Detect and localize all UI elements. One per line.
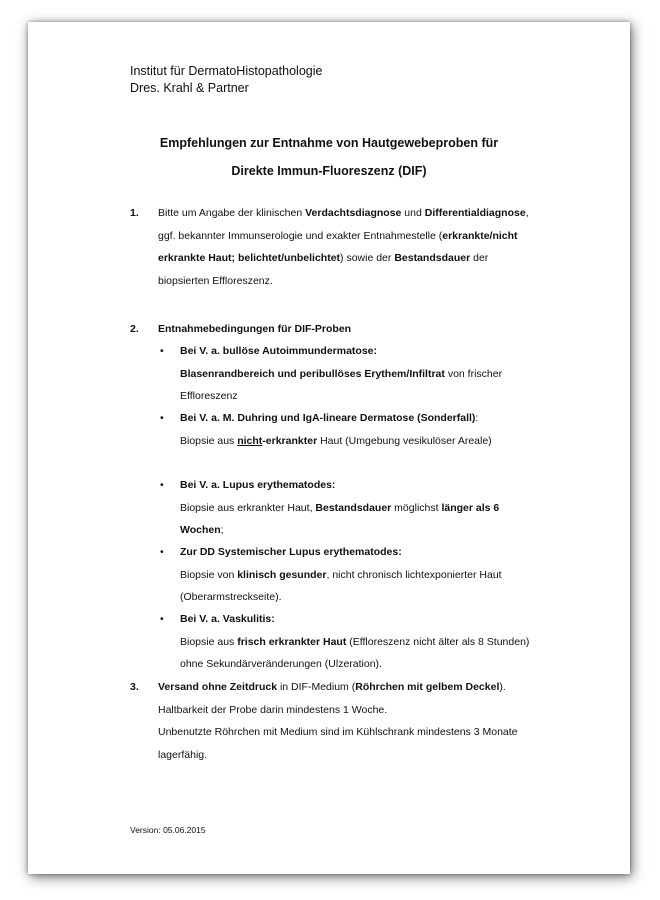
bullet-item-3 — [180, 474, 580, 542]
text: in DIF-Medium ( — [277, 681, 356, 693]
section-1-line-2 — [158, 225, 568, 248]
section-1-line-4: biopsierten Effloreszenz. — [158, 274, 273, 287]
document-title-line-1: Empfehlungen zur Entnahme von Hautgewebeproben für — [159, 136, 499, 150]
bullet-1-line-2 — [180, 363, 580, 386]
bullet-2-line-1 — [180, 407, 580, 430]
text: Biopsie aus erkrankter Haut, — [180, 501, 316, 514]
institute-header — [130, 63, 322, 97]
bold-text: Bei V. a. bullöse Autoimmundermatose: — [180, 345, 378, 357]
section-3-line-4: lagerfähig. — [158, 748, 208, 761]
bullet-3-line-3 — [180, 519, 580, 542]
underlined-bold-text: nicht — [237, 434, 263, 447]
bold-text: klinisch gesunder — [237, 568, 327, 581]
text: Haut (Umgebung vesikulöser Areale) — [317, 434, 492, 447]
bold-text: Bestandsdauer — [394, 252, 471, 265]
text: : — [475, 412, 479, 424]
bold-text: Bestandsdauer — [315, 501, 392, 514]
section-3-line-3: Unbenutzte Röhrchen mit Medium sind im Kühlschrank mindestens 3 Monate — [158, 726, 518, 739]
institute-partners: Dres. Krahl & Partner — [130, 81, 249, 95]
section-1-line-1 — [158, 202, 568, 225]
text: , — [525, 207, 529, 219]
bold-text: Bei V. a. Lupus erythematodes: — [180, 479, 336, 491]
bullet-4-line-2 — [180, 564, 580, 587]
section-3-line-2: Haltbarkeit der Probe darin mindestens 1 Woche. — [158, 703, 388, 716]
text: Biopsie aus — [180, 635, 238, 648]
bold-text: Versand ohne Zeitdruck — [158, 681, 278, 693]
text: , nicht chronisch lichtexponierter Haut — [326, 568, 502, 581]
institute-name: Institut für DermatoHistopathologie — [130, 64, 323, 78]
bullet-icon: • — [160, 479, 164, 491]
text: von frischer — [444, 367, 503, 380]
section-3-line-1 — [158, 676, 568, 699]
text: möglichst — [391, 501, 442, 514]
bullet-5-line-3: ohne Sekundärveränderungen (Ulzeration). — [180, 658, 382, 671]
bold-text: Blasenrandbereich und peribullöses Erythem/Infiltrat — [180, 367, 445, 380]
bold-text: erkrankte Haut; belichtet/unbelichtet — [158, 252, 341, 265]
section-2-heading — [158, 318, 568, 341]
text: Bitte um Angabe der klinischen — [158, 207, 306, 219]
bullet-2-line-2 — [180, 430, 580, 453]
text: ). — [499, 681, 506, 693]
text: Biopsie aus — [180, 434, 238, 447]
section-3-text — [158, 676, 568, 766]
bold-text: Differentialdiagnose — [424, 207, 526, 219]
bold-text: frisch erkrankter Haut — [237, 635, 347, 648]
bullet-icon: • — [160, 613, 164, 625]
text: ) sowie der — [340, 252, 395, 265]
section-1-line-3 — [158, 247, 568, 270]
document-title-line-2: Direkte Immun-Fluoreszenz (DIF) — [231, 164, 427, 178]
version-date: Version: 05.06.2015 — [130, 825, 206, 835]
section-2-number: 2. — [130, 323, 139, 335]
bullet-5-line-2 — [180, 631, 580, 654]
section-1-text — [158, 202, 568, 292]
document-page — [28, 22, 630, 874]
bullet-item-2 — [180, 407, 580, 452]
bullet-item-4 — [180, 541, 580, 609]
bold-text: Bei V. a. Vaskulitis: — [180, 613, 275, 625]
bold-text: länger als 6 — [441, 501, 500, 514]
bold-text: -erkrankter — [262, 434, 318, 447]
bullet-4-line-3: (Oberarmstreckseite). — [180, 591, 282, 604]
bullet-item-5 — [180, 608, 580, 676]
bold-text: Wochen — [180, 524, 221, 537]
text: (Effloreszenz nicht älter als 8 Stunden) — [346, 635, 530, 648]
section-3-number: 3. — [130, 681, 139, 693]
bold-text: Verdachtsdiagnose — [305, 207, 402, 219]
text: Biopsie von — [180, 568, 238, 581]
bullet-3-line-2 — [180, 497, 580, 520]
bold-text: Zur DD Systemischer Lupus erythematodes: — [180, 546, 402, 558]
text: ggf. bekannter Immunserologie und exakter Entnahmestelle ( — [158, 229, 443, 242]
bullet-icon: • — [160, 412, 164, 424]
text: ; — [220, 524, 224, 537]
text: und — [401, 207, 425, 219]
bold-text: Entnahmebedingungen für DIF-Proben — [158, 323, 352, 335]
bullet-icon: • — [160, 546, 164, 558]
text: der — [470, 252, 489, 265]
section-1-number: 1. — [130, 207, 139, 219]
bullet-icon: • — [160, 345, 164, 357]
bold-text: Röhrchen mit gelbem Deckel — [355, 681, 500, 693]
bold-text: erkrankte/nicht — [442, 229, 518, 242]
bullet-item-1 — [180, 340, 580, 408]
bold-text: Bei V. a. M. Duhring und IgA-lineare Dermatose (Sonderfall) — [180, 412, 476, 424]
bullet-1-line-3: Effloreszenz — [180, 390, 238, 403]
